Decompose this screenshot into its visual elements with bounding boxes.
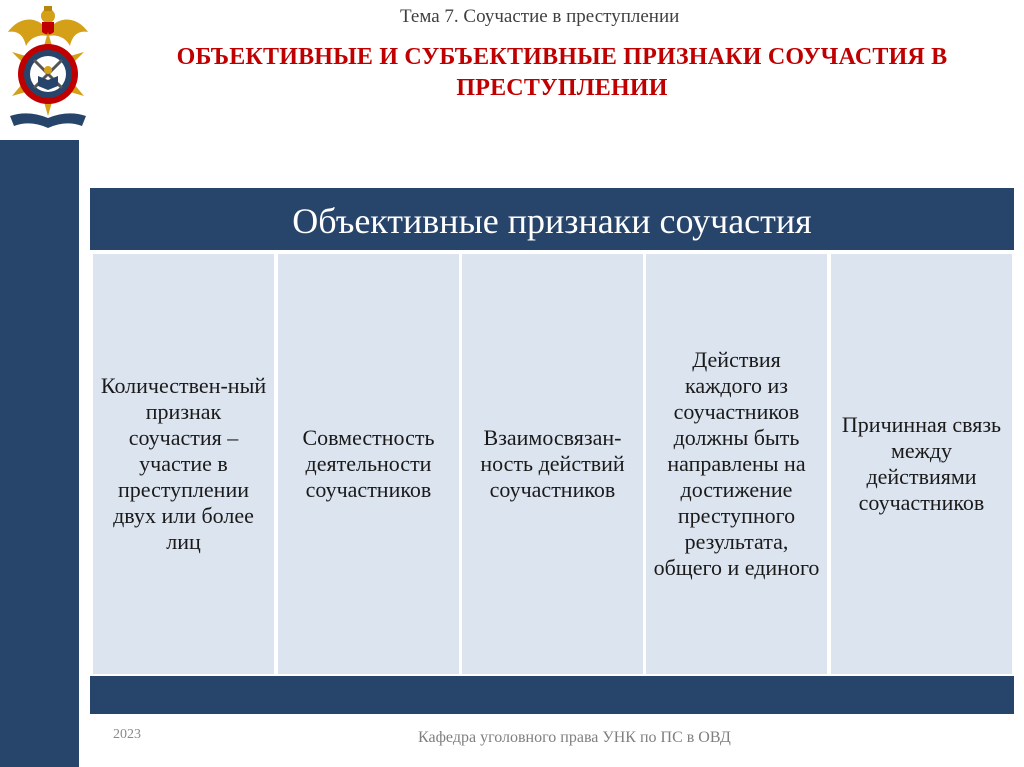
table-footer-band [90, 676, 1014, 714]
table-heading: Объективные признаки соучастия [90, 188, 1014, 250]
slide-title: ОБЪЕКТИВНЫЕ И СУБЪЕКТИВНЫЕ ПРИЗНАКИ СОУЧАСТИЯ В ПРЕСТУПЛЕНИИ [176, 44, 948, 101]
footer-year: 2023 [113, 727, 141, 742]
left-decor-band [0, 140, 79, 767]
footer-department: Кафедра уголовного права УНК по ПС в ОВД [418, 729, 731, 746]
table-cell-common-result: Действия каждого из соучастников должны быть направлены на достижение преступного результата, общего и единого [646, 254, 827, 674]
table-cell-joint-activity: Совместность деятельности соучастников [278, 254, 459, 674]
table-cell-causal-link: Причинная связь между действиями соучастников [831, 254, 1012, 674]
table-cell-interconnection: Взаимосвязан-ность действий соучастников [462, 254, 643, 674]
emblem-logo [4, 2, 92, 134]
table-cell-quantitative: Количествен-ный признак соучастия – участие в преступлении двух или более лиц [93, 254, 274, 674]
objective-features-table [90, 188, 1014, 714]
topic-subtitle: Тема 7. Соучастие в преступлении [400, 6, 680, 27]
